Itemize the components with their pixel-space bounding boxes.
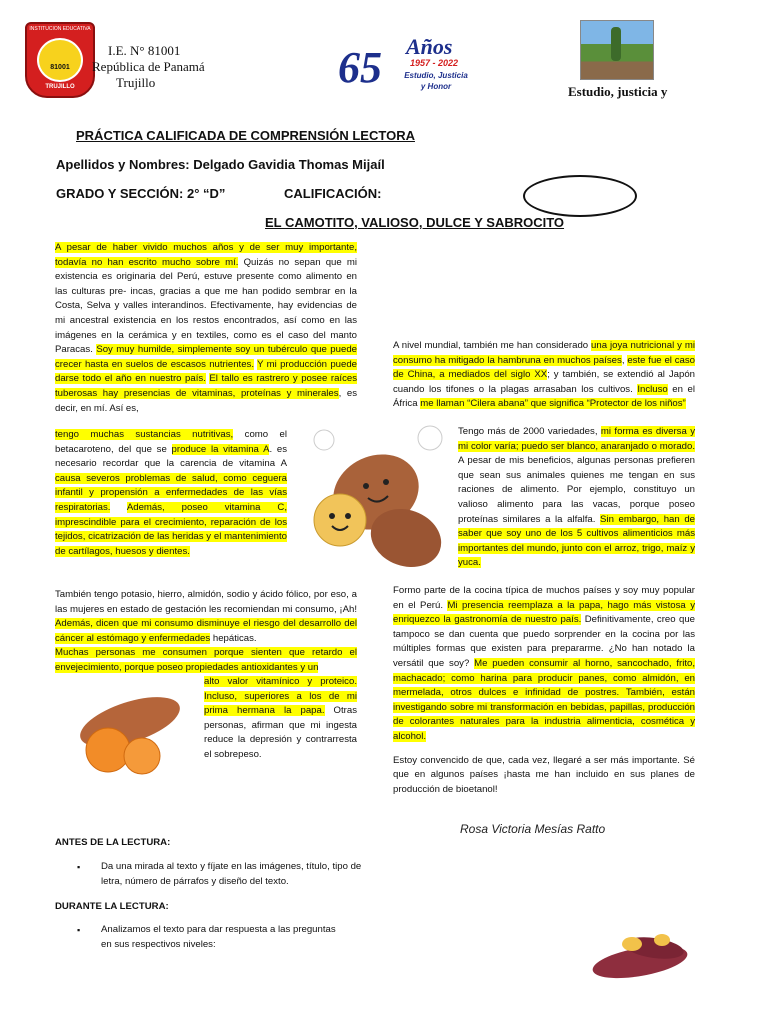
during-reading-item: ▪ Analizamos el texto para dar respuesta a las preguntas en sus respectivos niveles:: [55, 923, 345, 952]
right-column-lower: [393, 584, 695, 797]
anniversary-slogan: [396, 70, 476, 92]
student-name: Apellidos y Nombres: Delgado Gavidia Thomas Mijaíl: [56, 157, 385, 172]
during-reading-list: [55, 923, 345, 952]
text-run: tengo muchas sustancias nutritivas,: [55, 429, 234, 440]
left-paragraph-3: [55, 588, 357, 646]
school-photo: [580, 20, 654, 80]
right-column-middle: [458, 425, 695, 571]
text-run: Además, dicen que mi consumo disminuye el riesgo del desarrollo del cáncer al estómago y enfermedades: [55, 618, 357, 644]
right-column-top: [393, 339, 695, 412]
text-run: en el África: [393, 383, 695, 410]
sweet-potato-photo-image: [68, 688, 186, 780]
sweet-potatoes-bottom-image: [584, 928, 694, 990]
left-paragraph-2: [55, 428, 287, 559]
text-run: A pesar de haber vivido muchos años y de ser muy importante, todavía no han escrito mucho sobre mí.: [55, 242, 357, 268]
left-column-bottom: [204, 675, 357, 763]
grade-section: GRADO Y SECCIÓN: 2° “D”: [56, 186, 226, 201]
text-run: Muchas personas me consumen porque sienten que retardo el envejecimiento, porque poseo propiedades antioxidantes y un: [55, 647, 357, 673]
text-run: alto valor vitamínico y proteico. Incluso, superiores a los de mi prima hermana la papa.: [204, 676, 357, 717]
text-run: Incluso: [637, 383, 668, 395]
reading-title: EL CAMOTITO, VALIOSO, DULCE Y SABROCITO: [265, 215, 565, 230]
practice-title: PRÁCTICA CALIFICADA DE COMPRENSIÓN LECTORA: [76, 128, 415, 143]
grade-field-label: CALIFICACIÓN:: [284, 186, 382, 201]
text-run: Otras personas, afirman que mi ingesta reduce la depresión y contrarresta el sobrepeso.: [204, 705, 358, 760]
text-run: También tengo potasio, hierro, almidón, sodio y ácido fólico, por eso, a las mujeres en estado de gestación les recomiendan mi consumo, ¡Ah!: [55, 589, 357, 615]
text-run: ; y también, se extendió al Japón cuando los tifones o la plagas arrasaban los cultivos.: [393, 369, 695, 395]
left-paragraph-4: [55, 646, 357, 675]
left-paragraph: [55, 241, 357, 416]
anniversary-slogan-line1: Estudio, Justicia: [404, 71, 468, 80]
text-run: Formo parte de la cocina típica de muchos países y soy muy popular en el Perú.: [393, 585, 695, 611]
text-run: Definitivamente, creo que tampoco se dan cuenta que puedo sorprender en la cocina por las múltiples formas que existen para prepararme. ¿No han notado la versátil que soy?: [393, 614, 696, 669]
right-paragraph-3: [393, 584, 695, 745]
left-column-top: [55, 241, 357, 416]
school-name-line3: Trujillo: [116, 75, 156, 90]
before-reading-list: [55, 860, 365, 889]
author: Rosa Victoria Mesías Ratto: [460, 822, 606, 836]
text-run: Tengo más de 2000 variedades,: [458, 426, 601, 437]
school-name-line2: República de Panamá: [92, 59, 205, 74]
text-run: Mi presencia reemplaza a la papa, hago más vistosa y enriquezco la gastronomía de nuestro país.: [393, 599, 695, 626]
before-reading-heading: ANTES DE LA LECTURA:: [55, 837, 171, 848]
text-run: A pesar de mis beneficios, algunas personas prefieren que sean sus animales quienes me tengan en sus raciones de alimento. Por ejemplo, constituyo un valioso alimento para las vacas, porque poseo proteínas similares a la alfalfa.: [458, 455, 695, 525]
text-run: Me pueden consumir al horno, sancochado, frito, machacado; como harina para producir panes, como almidón, en mermelada, otros dulces e infinidad de postres. También, están investigando sobre mi transformación en bebidas, papillas, producción de colorantes naturales para la industria alimenticia, cosmética y alcohol.: [393, 657, 695, 742]
anniversary-logo: [338, 34, 478, 98]
anniversary-number: 65: [338, 43, 382, 92]
anniversary-slogan-line2: y Honor: [420, 82, 452, 91]
text-run: El tallo es rastrero y posee raíces tuberosas hay presencias de vitaminas, proteínas y minerales: [55, 373, 357, 399]
text-run: produce la vitamina A: [171, 443, 270, 455]
school-name-line1: I.E. N° 81001: [108, 43, 181, 58]
anniversary-word: Años: [406, 34, 453, 59]
right-paragraph: [393, 339, 695, 412]
text-run: Sin embargo, han de saber que soy uno de los 5 cultivos alimenticios más importantes del mundo, junto con el arroz, trigo, maíz y yuca.: [458, 513, 695, 569]
text-run: Y mi producción puede darse todo el año en nuestro país.: [55, 358, 358, 385]
crest-emblem: [37, 38, 83, 82]
school-crest: [25, 22, 95, 98]
text-run: hepáticas.: [210, 632, 257, 644]
text-run: me llaman “Cilera abana” que significa “Protector de los niños”: [420, 398, 686, 410]
left-paragraph-5: [204, 675, 357, 763]
text-run: causa severos problemas de salud, como ceguera infantil y propensión a enfermedades de las vías respiratorias.: [55, 472, 287, 513]
text-run: como el betacaroteno, del que se: [55, 429, 287, 455]
text-run: una joya nutricional y mi consumo ha mitigado la hambruna en muchos países: [393, 340, 695, 366]
during-reading-heading: DURANTE LA LECTURA:: [55, 901, 169, 912]
text-run: este fue el caso de China, a mediados del siglo XX: [393, 354, 695, 381]
right-paragraph-4: Estoy convencido de que, cada vez, llegaré a ser más importante. Sé que en algunos países ¡hasta me han incluido en sus planes de producción de bioetanol!: [393, 754, 695, 795]
anniversary-years: 1957 - 2022: [410, 58, 459, 68]
before-reading-item: ▪ Da una mirada al texto y fíjate en las imágenes, título, tipo de letra, número de párrafos y diseño del texto.: [55, 860, 365, 889]
grade-oval: [523, 175, 637, 217]
text-run: Además, poseo vitamina C, imprescindible para el crecimiento, reparación de los tejidos, cicatrización de las heridas y el mantenimiento de cartílagos, huesos y dientes.: [55, 501, 287, 557]
right-paragraph-2: [458, 425, 695, 571]
text-run: [110, 502, 126, 513]
text-run: Quizás no sepan que mi existencia es originaria del Perú, estuve presente como alimento en las culturas pre- incas, gracias a que me han podido sembrar en la Costa, Selva y valles interandinos. Efectivamente, hay evidencias de mi ancestral existencia en los restos encontrados, así como en las imágenes en la cerámica y en textiles, como es el caso del manto Paracas.: [55, 256, 357, 356]
sweet-potato-cartoon-image: [294, 420, 454, 578]
text-run: ,: [621, 354, 628, 366]
left-column-middle: [55, 428, 287, 559]
text-run: A nivel mundial, también me han considerado: [393, 340, 592, 351]
crest-top-text: INSTITUCION EDUCATIVA: [29, 26, 91, 32]
text-run: mi forma es diversa y mi color varía; puedo ser blanco, anaranjado o morado.: [458, 426, 695, 452]
motto: Estudio, justicia y: [568, 84, 668, 99]
text-run: , es decir, en mí. Así es,: [55, 387, 357, 414]
crest-bottom-text: TRUJILLO: [45, 84, 75, 90]
text-run: . es necesario recordar que la carencia de vitamina A: [55, 443, 287, 470]
crest-number: 81001: [50, 64, 70, 71]
left-column-lower: [55, 588, 357, 676]
text-run: Soy muy humilde, simplemente soy un tubérculo que puede crecer hasta en suelos de escasos nutrientes.: [55, 344, 357, 370]
